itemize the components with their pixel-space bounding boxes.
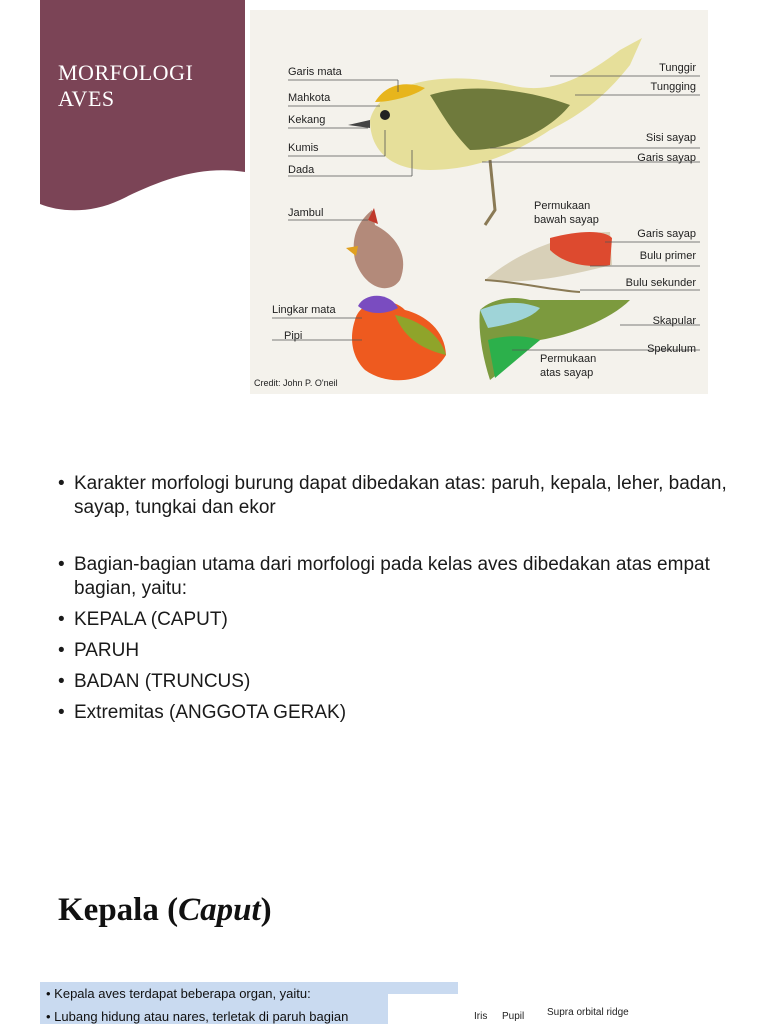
label-iris: Iris	[474, 1011, 488, 1022]
painted-bunting	[352, 296, 446, 381]
main-bird	[348, 38, 642, 225]
heading-close: )	[260, 892, 272, 928]
label-permukaan-bawah-1: Permukaan	[534, 200, 591, 212]
label-spekulum: Spekulum	[647, 343, 696, 355]
label-pupil: Pupil	[502, 1011, 525, 1022]
label-kekang: Kekang	[288, 114, 326, 126]
info-box	[40, 982, 458, 1024]
label-kumis: Kumis	[288, 142, 319, 154]
list-item: • BADAN (TRUNCUS)	[58, 670, 728, 694]
bird-morphology-figure	[250, 10, 708, 394]
list-item: • Extremitas (ANGGOTA GERAK)	[58, 701, 728, 725]
label-bulu-sekunder: Bulu sekunder	[625, 277, 696, 289]
slide-title: MORFOLOGI AVES	[58, 60, 194, 111]
label-sisi-sayap: Sisi sayap	[645, 132, 696, 144]
eye-figure-overlap	[388, 994, 458, 1024]
info-line-2: • Lubang hidung atau nares, terletak di paruh bagian	[46, 1009, 348, 1024]
list-item: • Bagian-bagian utama dari morfologi pada kelas aves dibedakan atas empat bagian, yaitu:	[58, 553, 728, 601]
label-bulu-primer: Bulu primer	[639, 250, 696, 262]
label-permukaan-bawah-2: bawah sayap	[534, 214, 599, 226]
section-heading	[58, 892, 272, 929]
list-item: • KEPALA (CAPUT)	[58, 608, 728, 632]
label-pipi: Pipi	[284, 330, 303, 342]
underwing	[485, 232, 612, 292]
heading-italic: Caput	[178, 892, 261, 928]
heading-main: Kepala (	[58, 892, 179, 928]
label-tungging: Tungging	[650, 81, 696, 93]
label-skapular: Skapular	[652, 315, 696, 327]
label-garis-sayap-2: Garis sayap	[637, 228, 696, 240]
label-jambul: Jambul	[288, 207, 324, 219]
info-line-1: • Kepala aves terdapat beberapa organ, yaitu:	[46, 986, 311, 1002]
label-supra-orbital: Supra orbital ridge	[547, 1007, 629, 1018]
label-mahkota: Mahkota	[288, 92, 331, 104]
figure-credit: Credit: John P. O'neil	[254, 378, 338, 388]
list-item: • PARUH	[58, 639, 728, 663]
title-banner	[40, 0, 245, 215]
label-permukaan-atas-2: atas sayap	[540, 367, 594, 379]
bullet-list	[58, 472, 728, 732]
label-permukaan-atas-1: Permukaan	[540, 353, 597, 365]
label-lingkar-mata: Lingkar mata	[272, 304, 336, 316]
label-tunggir: Tunggir	[659, 62, 696, 74]
label-dada: Dada	[288, 164, 315, 176]
label-garis-sayap-1: Garis sayap	[637, 152, 696, 164]
list-item: • Karakter morfologi burung dapat dibedakan atas: paruh, kepala, leher, badan, sayap, tungkai dan ekor	[58, 472, 728, 520]
label-garis-mata: Garis mata	[288, 66, 342, 78]
